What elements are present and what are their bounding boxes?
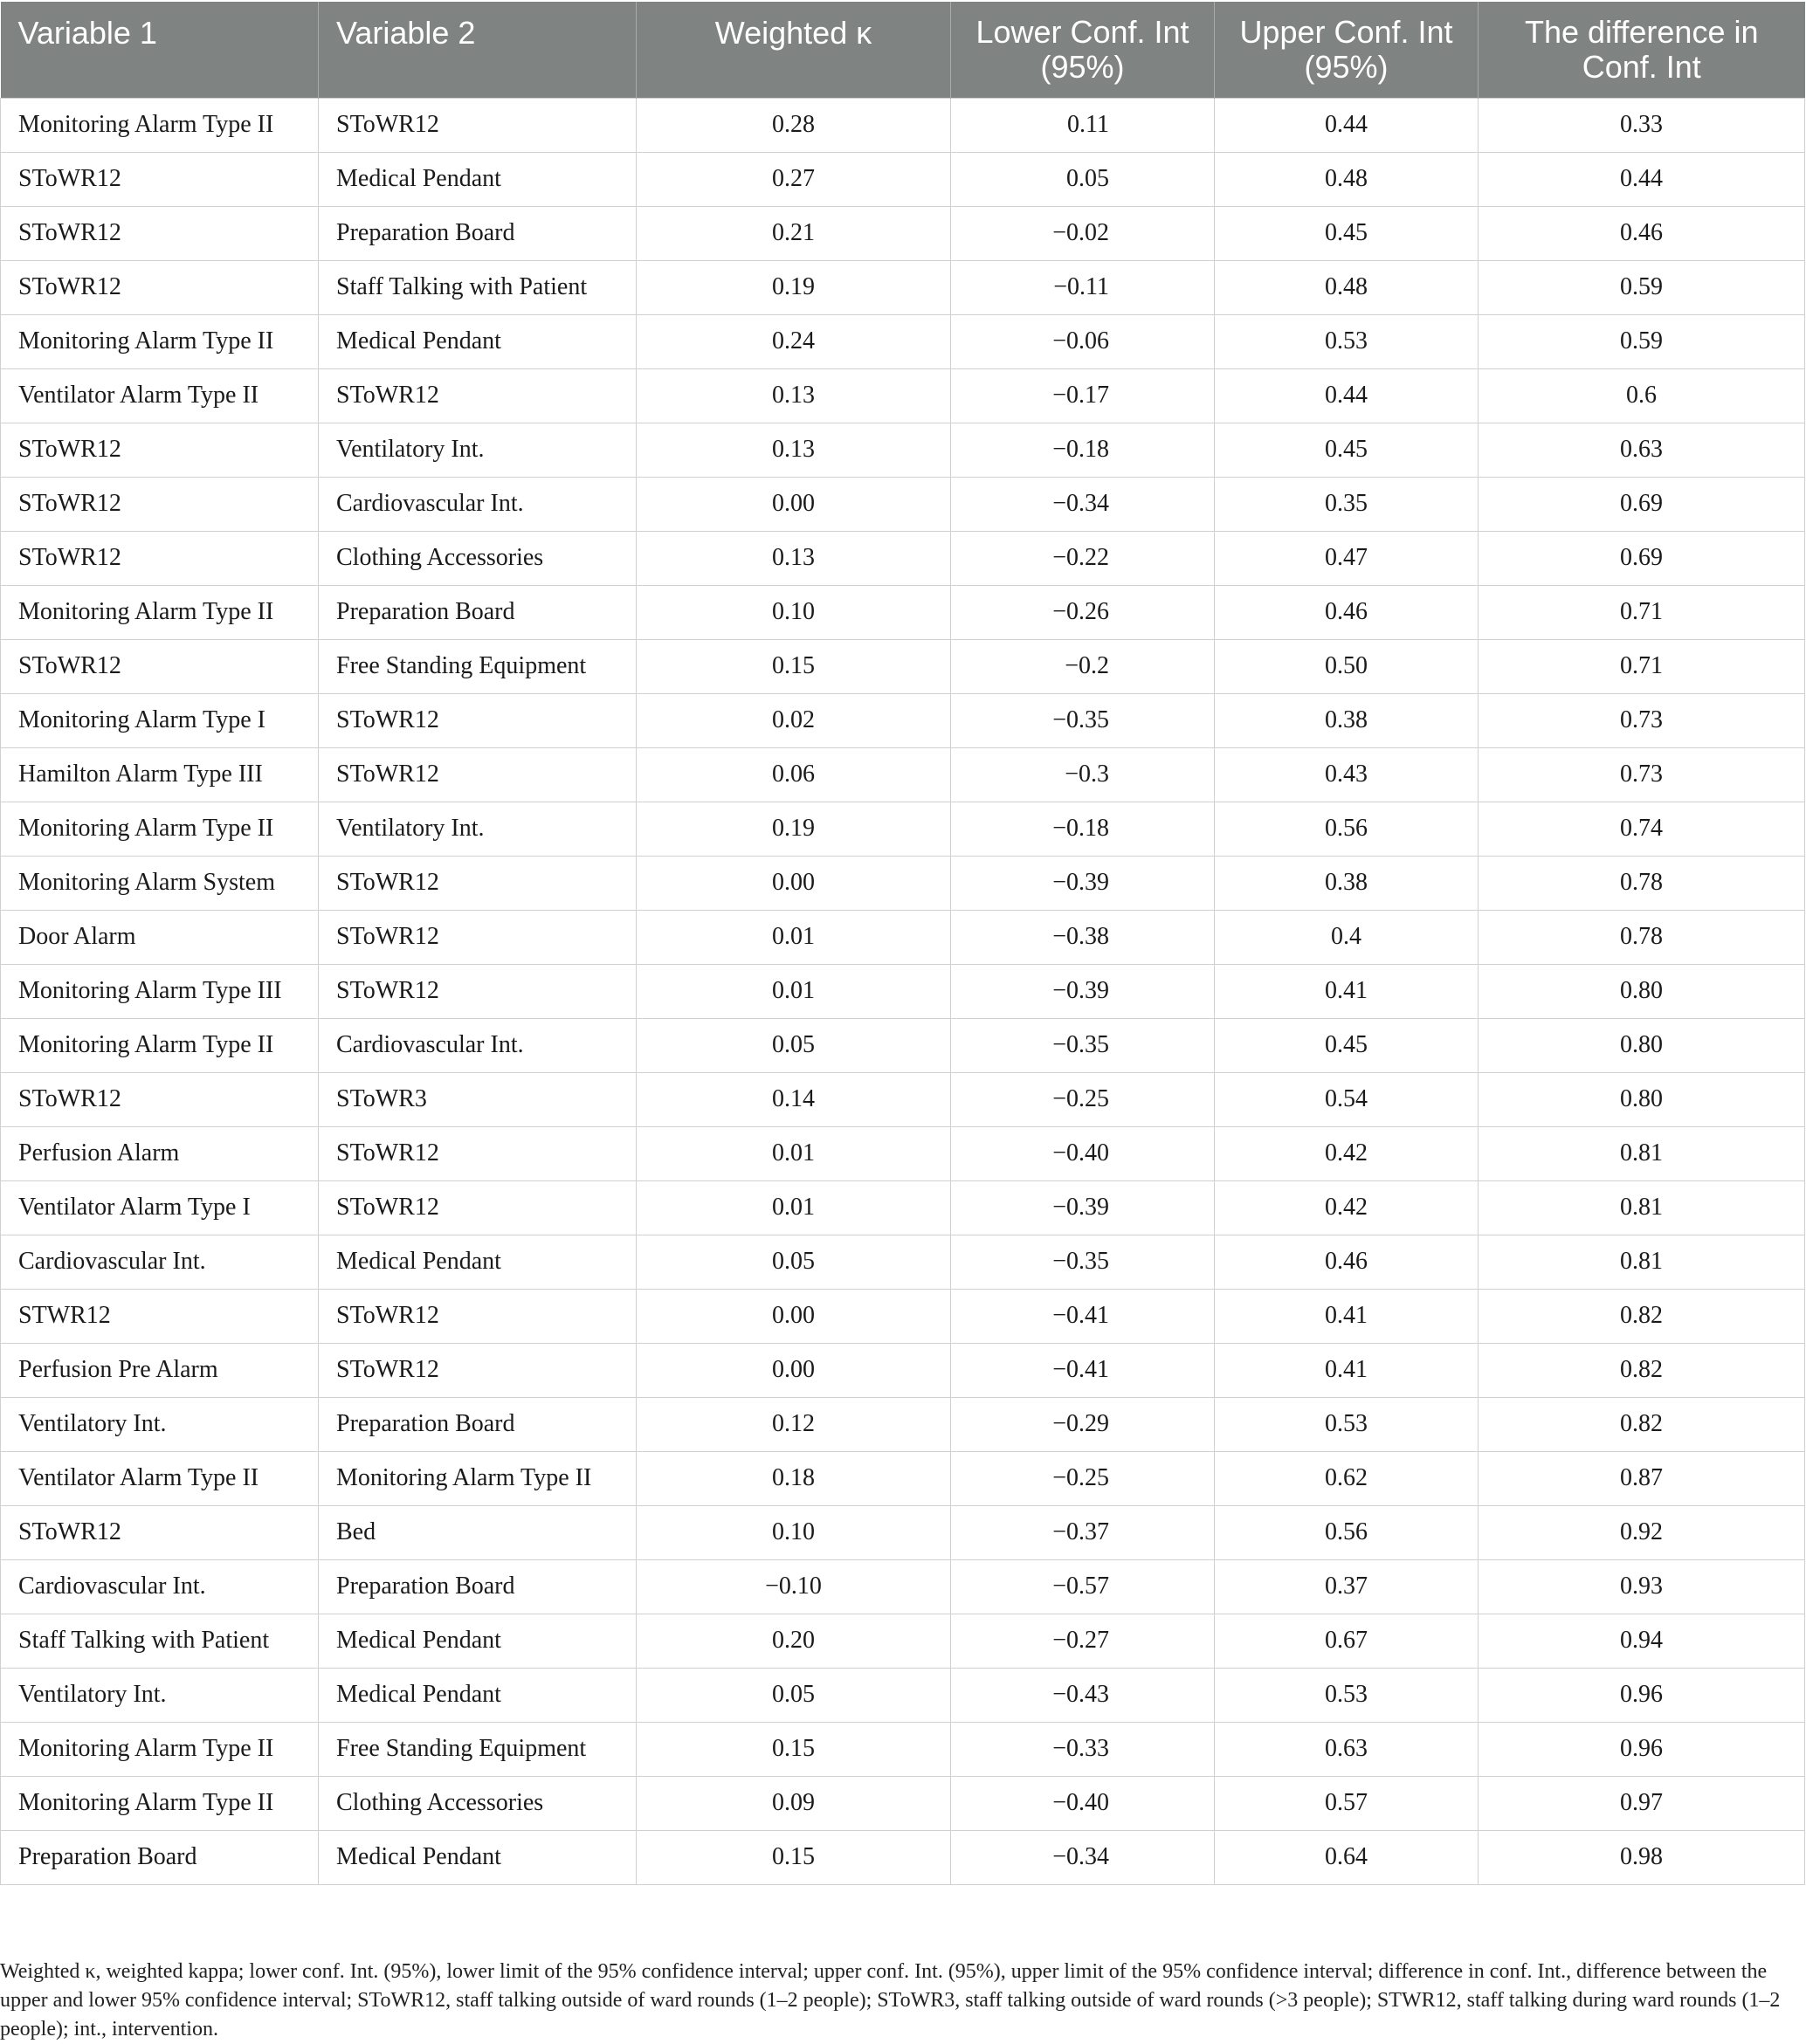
table-row [1, 152, 1805, 206]
table-row [1, 747, 1805, 802]
upper-conf-int-cell: 0.45 [1215, 206, 1479, 260]
difference-conf-int-cell: 0.78 [1479, 856, 1805, 910]
variable-2-cell: SToWR12 [319, 1289, 637, 1343]
difference-conf-int-cell: 0.81 [1479, 1180, 1805, 1235]
difference-conf-int-cell: 0.98 [1479, 1830, 1805, 1884]
upper-conf-int-cell: 0.48 [1215, 152, 1479, 206]
difference-conf-int-cell: 0.87 [1479, 1451, 1805, 1505]
upper-conf-int-cell: 0.45 [1215, 423, 1479, 477]
weighted-kappa-cell: 0.20 [637, 1614, 951, 1668]
variable-2-cell: Clothing Accessories [319, 531, 637, 585]
table-row [1, 1180, 1805, 1235]
variable-1-cell: SToWR12 [1, 531, 319, 585]
lower-conf-int-cell: −0.34 [951, 1830, 1215, 1884]
variable-2-cell: Bed [319, 1505, 637, 1559]
weighted-kappa-cell: 0.01 [637, 1180, 951, 1235]
table-row [1, 1235, 1805, 1289]
variable-2-cell: Medical Pendant [319, 1830, 637, 1884]
lower-conf-int-cell: −0.38 [951, 910, 1215, 964]
upper-conf-int-cell: 0.42 [1215, 1126, 1479, 1180]
variable-2-cell: Free Standing Equipment [319, 639, 637, 693]
weighted-kappa-cell: 0.15 [637, 1830, 951, 1884]
upper-conf-int-cell: 0.57 [1215, 1776, 1479, 1830]
upper-conf-int-cell: 0.56 [1215, 1505, 1479, 1559]
lower-conf-int-cell: −0.22 [951, 531, 1215, 585]
table-row [1, 802, 1805, 856]
variable-1-cell: Door Alarm [1, 910, 319, 964]
variable-2-cell: Cardiovascular Int. [319, 477, 637, 531]
upper-conf-int-cell: 0.43 [1215, 747, 1479, 802]
table-row [1, 1559, 1805, 1614]
difference-conf-int-cell: 0.81 [1479, 1235, 1805, 1289]
difference-conf-int-cell: 0.80 [1479, 964, 1805, 1018]
upper-conf-int-cell: 0.4 [1215, 910, 1479, 964]
table-row [1, 1722, 1805, 1776]
difference-conf-int-cell: 0.73 [1479, 693, 1805, 747]
weighted-kappa-cell: 0.05 [637, 1018, 951, 1072]
header-variable-1: Variable 1 [1, 2, 319, 98]
variable-1-cell: Monitoring Alarm Type III [1, 964, 319, 1018]
table-row [1, 1451, 1805, 1505]
variable-2-cell: Medical Pendant [319, 1235, 637, 1289]
difference-conf-int-cell: 0.33 [1479, 98, 1805, 152]
lower-conf-int-cell: −0.33 [951, 1722, 1215, 1776]
weighted-kappa-cell: 0.13 [637, 368, 951, 423]
lower-conf-int-cell: −0.34 [951, 477, 1215, 531]
weighted-kappa-cell: 0.21 [637, 206, 951, 260]
weighted-kappa-cell: 0.06 [637, 747, 951, 802]
difference-conf-int-cell: 0.59 [1479, 314, 1805, 368]
lower-conf-int-cell: −0.26 [951, 585, 1215, 639]
variable-1-cell: SToWR12 [1, 260, 319, 314]
variable-2-cell: SToWR12 [319, 98, 637, 152]
variable-2-cell: Clothing Accessories [319, 1776, 637, 1830]
table-row [1, 368, 1805, 423]
difference-conf-int-cell: 0.63 [1479, 423, 1805, 477]
weighted-kappa-cell: 0.19 [637, 802, 951, 856]
weighted-kappa-cell: 0.00 [637, 856, 951, 910]
table-row [1, 910, 1805, 964]
upper-conf-int-cell: 0.37 [1215, 1559, 1479, 1614]
weighted-kappa-cell: 0.00 [637, 1289, 951, 1343]
weighted-kappa-cell: 0.02 [637, 693, 951, 747]
table-row [1, 964, 1805, 1018]
lower-conf-int-cell: −0.37 [951, 1505, 1215, 1559]
variable-2-cell: SToWR12 [319, 964, 637, 1018]
variable-2-cell: SToWR12 [319, 1180, 637, 1235]
variable-1-cell: Hamilton Alarm Type III [1, 747, 319, 802]
variable-1-cell: Monitoring Alarm Type II [1, 1776, 319, 1830]
lower-conf-int-cell: 0.05 [951, 152, 1215, 206]
variable-2-cell: Cardiovascular Int. [319, 1018, 637, 1072]
difference-conf-int-cell: 0.80 [1479, 1072, 1805, 1126]
variable-1-cell: Monitoring Alarm Type II [1, 802, 319, 856]
difference-conf-int-cell: 0.81 [1479, 1126, 1805, 1180]
lower-conf-int-cell: −0.11 [951, 260, 1215, 314]
variable-2-cell: Medical Pendant [319, 152, 637, 206]
lower-conf-int-cell: 0.11 [951, 98, 1215, 152]
lower-conf-int-cell: −0.2 [951, 639, 1215, 693]
difference-conf-int-cell: 0.96 [1479, 1722, 1805, 1776]
variable-2-cell: Staff Talking with Patient [319, 260, 637, 314]
variable-1-cell: Staff Talking with Patient [1, 1614, 319, 1668]
weighted-kappa-cell: 0.15 [637, 639, 951, 693]
upper-conf-int-cell: 0.46 [1215, 585, 1479, 639]
variable-2-cell: Free Standing Equipment [319, 1722, 637, 1776]
difference-conf-int-cell: 0.69 [1479, 477, 1805, 531]
difference-conf-int-cell: 0.73 [1479, 747, 1805, 802]
upper-conf-int-cell: 0.44 [1215, 368, 1479, 423]
difference-conf-int-cell: 0.59 [1479, 260, 1805, 314]
lower-conf-int-cell: −0.40 [951, 1126, 1215, 1180]
variable-1-cell: Monitoring Alarm Type II [1, 1018, 319, 1072]
table-row [1, 531, 1805, 585]
difference-conf-int-cell: 0.82 [1479, 1289, 1805, 1343]
table-row [1, 314, 1805, 368]
variable-2-cell: SToWR12 [319, 856, 637, 910]
variable-1-cell: Perfusion Pre Alarm [1, 1343, 319, 1397]
variable-2-cell: Monitoring Alarm Type II [319, 1451, 637, 1505]
table-row [1, 98, 1805, 152]
variable-2-cell: SToWR12 [319, 1126, 637, 1180]
table-footnote: Weighted κ, weighted kappa; lower conf. Int. (95%), lower limit of the 95% confidence interval; upper conf. Int. (95%), upper limit of the 95% confidence interval; difference in conf. Int., difference between the upper and lower 95% confidence interval; SToWR12, staff talking outside of ward rounds (1–2 people); SToWR3, staff talking outside of ward rounds (>3 people); STWR12, staff talking during ward rounds (1–2 people); int., intervention. [0, 1960, 1781, 2041]
upper-conf-int-cell: 0.38 [1215, 856, 1479, 910]
lower-conf-int-cell: −0.39 [951, 964, 1215, 1018]
variable-2-cell: SToWR3 [319, 1072, 637, 1126]
table-row [1, 1830, 1805, 1884]
variable-1-cell: Preparation Board [1, 1830, 319, 1884]
kappa-table-container [0, 2, 1804, 1885]
difference-conf-int-cell: 0.94 [1479, 1614, 1805, 1668]
variable-1-cell: SToWR12 [1, 423, 319, 477]
lower-conf-int-cell: −0.35 [951, 1235, 1215, 1289]
lower-conf-int-cell: −0.3 [951, 747, 1215, 802]
upper-conf-int-cell: 0.41 [1215, 1289, 1479, 1343]
weighted-kappa-cell: −0.10 [637, 1559, 951, 1614]
weighted-kappa-cell: 0.00 [637, 1343, 951, 1397]
upper-conf-int-cell: 0.50 [1215, 639, 1479, 693]
upper-conf-int-cell: 0.41 [1215, 1343, 1479, 1397]
weighted-kappa-cell: 0.01 [637, 910, 951, 964]
variable-2-cell: Ventilatory Int. [319, 423, 637, 477]
lower-conf-int-cell: −0.06 [951, 314, 1215, 368]
table-row [1, 1505, 1805, 1559]
table-header [1, 2, 1805, 98]
difference-conf-int-cell: 0.82 [1479, 1397, 1805, 1451]
difference-conf-int-cell: 0.71 [1479, 639, 1805, 693]
difference-conf-int-cell: 0.78 [1479, 910, 1805, 964]
difference-conf-int-cell: 0.97 [1479, 1776, 1805, 1830]
table-row [1, 206, 1805, 260]
table-row [1, 1289, 1805, 1343]
variable-1-cell: SToWR12 [1, 206, 319, 260]
header-variable-2: Variable 2 [319, 2, 637, 98]
weighted-kappa-cell: 0.13 [637, 531, 951, 585]
variable-1-cell: SToWR12 [1, 1072, 319, 1126]
variable-2-cell: Preparation Board [319, 1397, 637, 1451]
lower-conf-int-cell: −0.35 [951, 1018, 1215, 1072]
upper-conf-int-cell: 0.62 [1215, 1451, 1479, 1505]
weighted-kappa-cell: 0.10 [637, 1505, 951, 1559]
lower-conf-int-cell: −0.40 [951, 1776, 1215, 1830]
lower-conf-int-cell: −0.39 [951, 856, 1215, 910]
variable-1-cell: Perfusion Alarm [1, 1126, 319, 1180]
upper-conf-int-cell: 0.67 [1215, 1614, 1479, 1668]
variable-2-cell: Preparation Board [319, 1559, 637, 1614]
table-row [1, 1343, 1805, 1397]
difference-conf-int-cell: 0.71 [1479, 585, 1805, 639]
upper-conf-int-cell: 0.54 [1215, 1072, 1479, 1126]
header-row [1, 2, 1805, 98]
header-difference-conf-int: The difference in Conf. Int [1479, 2, 1805, 98]
weighted-kappa-cell: 0.05 [637, 1235, 951, 1289]
variable-1-cell: Ventilator Alarm Type II [1, 1451, 319, 1505]
variable-1-cell: SToWR12 [1, 477, 319, 531]
upper-conf-int-cell: 0.45 [1215, 1018, 1479, 1072]
table-row [1, 260, 1805, 314]
weighted-kappa-cell: 0.01 [637, 964, 951, 1018]
table-row [1, 1614, 1805, 1668]
weighted-kappa-cell: 0.28 [637, 98, 951, 152]
header-upper-conf-int: Upper Conf. Int (95%) [1215, 2, 1479, 98]
table-row [1, 1126, 1805, 1180]
lower-conf-int-cell: −0.25 [951, 1072, 1215, 1126]
lower-conf-int-cell: −0.02 [951, 206, 1215, 260]
lower-conf-int-cell: −0.41 [951, 1343, 1215, 1397]
difference-conf-int-cell: 0.44 [1479, 152, 1805, 206]
lower-conf-int-cell: −0.18 [951, 423, 1215, 477]
variable-2-cell: SToWR12 [319, 1343, 637, 1397]
table-row [1, 477, 1805, 531]
variable-1-cell: Monitoring Alarm Type II [1, 98, 319, 152]
variable-2-cell: SToWR12 [319, 910, 637, 964]
variable-2-cell: Medical Pendant [319, 314, 637, 368]
table-row [1, 693, 1805, 747]
weighted-kappa-cell: 0.18 [637, 1451, 951, 1505]
table-row [1, 1668, 1805, 1722]
weighted-kappa-cell: 0.24 [637, 314, 951, 368]
variable-1-cell: Monitoring Alarm Type II [1, 585, 319, 639]
variable-1-cell: SToWR12 [1, 639, 319, 693]
weighted-kappa-cell: 0.14 [637, 1072, 951, 1126]
lower-conf-int-cell: −0.43 [951, 1668, 1215, 1722]
upper-conf-int-cell: 0.48 [1215, 260, 1479, 314]
variable-1-cell: SToWR12 [1, 152, 319, 206]
variable-2-cell: SToWR12 [319, 693, 637, 747]
table-row [1, 423, 1805, 477]
lower-conf-int-cell: −0.41 [951, 1289, 1215, 1343]
difference-conf-int-cell: 0.46 [1479, 206, 1805, 260]
variable-2-cell: SToWR12 [319, 368, 637, 423]
variable-2-cell: Preparation Board [319, 206, 637, 260]
variable-1-cell: Cardiovascular Int. [1, 1559, 319, 1614]
upper-conf-int-cell: 0.35 [1215, 477, 1479, 531]
weighted-kappa-cell: 0.13 [637, 423, 951, 477]
weighted-kappa-cell: 0.09 [637, 1776, 951, 1830]
weighted-kappa-cell: 0.12 [637, 1397, 951, 1451]
lower-conf-int-cell: −0.25 [951, 1451, 1215, 1505]
upper-conf-int-cell: 0.47 [1215, 531, 1479, 585]
variable-1-cell: Monitoring Alarm Type I [1, 693, 319, 747]
upper-conf-int-cell: 0.53 [1215, 1397, 1479, 1451]
lower-conf-int-cell: −0.29 [951, 1397, 1215, 1451]
header-weighted-kappa: Weighted κ [637, 2, 951, 98]
difference-conf-int-cell: 0.6 [1479, 368, 1805, 423]
weighted-kappa-cell: 0.27 [637, 152, 951, 206]
table-row [1, 585, 1805, 639]
lower-conf-int-cell: −0.39 [951, 1180, 1215, 1235]
variable-2-cell: Medical Pendant [319, 1614, 637, 1668]
upper-conf-int-cell: 0.46 [1215, 1235, 1479, 1289]
lower-conf-int-cell: −0.17 [951, 368, 1215, 423]
variable-2-cell: Medical Pendant [319, 1668, 637, 1722]
lower-conf-int-cell: −0.57 [951, 1559, 1215, 1614]
weighted-kappa-cell: 0.19 [637, 260, 951, 314]
difference-conf-int-cell: 0.92 [1479, 1505, 1805, 1559]
upper-conf-int-cell: 0.64 [1215, 1830, 1479, 1884]
weighted-kappa-cell: 0.15 [637, 1722, 951, 1776]
upper-conf-int-cell: 0.41 [1215, 964, 1479, 1018]
variable-2-cell: Preparation Board [319, 585, 637, 639]
variable-1-cell: Ventilator Alarm Type II [1, 368, 319, 423]
kappa-table [0, 2, 1805, 1885]
variable-1-cell: Ventilator Alarm Type I [1, 1180, 319, 1235]
difference-conf-int-cell: 0.96 [1479, 1668, 1805, 1722]
variable-1-cell: Ventilatory Int. [1, 1668, 319, 1722]
variable-1-cell: Monitoring Alarm System [1, 856, 319, 910]
variable-1-cell: Monitoring Alarm Type II [1, 1722, 319, 1776]
upper-conf-int-cell: 0.63 [1215, 1722, 1479, 1776]
lower-conf-int-cell: −0.35 [951, 693, 1215, 747]
table-row [1, 856, 1805, 910]
upper-conf-int-cell: 0.53 [1215, 314, 1479, 368]
upper-conf-int-cell: 0.42 [1215, 1180, 1479, 1235]
variable-1-cell: SToWR12 [1, 1505, 319, 1559]
variable-2-cell: Ventilatory Int. [319, 802, 637, 856]
upper-conf-int-cell: 0.53 [1215, 1668, 1479, 1722]
difference-conf-int-cell: 0.80 [1479, 1018, 1805, 1072]
table-row [1, 1397, 1805, 1451]
weighted-kappa-cell: 0.00 [637, 477, 951, 531]
variable-1-cell: STWR12 [1, 1289, 319, 1343]
upper-conf-int-cell: 0.44 [1215, 98, 1479, 152]
weighted-kappa-cell: 0.01 [637, 1126, 951, 1180]
difference-conf-int-cell: 0.74 [1479, 802, 1805, 856]
upper-conf-int-cell: 0.38 [1215, 693, 1479, 747]
header-lower-conf-int: Lower Conf. Int (95%) [951, 2, 1215, 98]
table-body [1, 98, 1805, 1884]
difference-conf-int-cell: 0.93 [1479, 1559, 1805, 1614]
variable-1-cell: Cardiovascular Int. [1, 1235, 319, 1289]
difference-conf-int-cell: 0.69 [1479, 531, 1805, 585]
table-row [1, 1072, 1805, 1126]
variable-1-cell: Monitoring Alarm Type II [1, 314, 319, 368]
variable-1-cell: Ventilatory Int. [1, 1397, 319, 1451]
weighted-kappa-cell: 0.05 [637, 1668, 951, 1722]
table-row [1, 639, 1805, 693]
lower-conf-int-cell: −0.18 [951, 802, 1215, 856]
difference-conf-int-cell: 0.82 [1479, 1343, 1805, 1397]
upper-conf-int-cell: 0.56 [1215, 802, 1479, 856]
variable-2-cell: SToWR12 [319, 747, 637, 802]
table-row [1, 1776, 1805, 1830]
weighted-kappa-cell: 0.10 [637, 585, 951, 639]
lower-conf-int-cell: −0.27 [951, 1614, 1215, 1668]
table-row [1, 1018, 1805, 1072]
